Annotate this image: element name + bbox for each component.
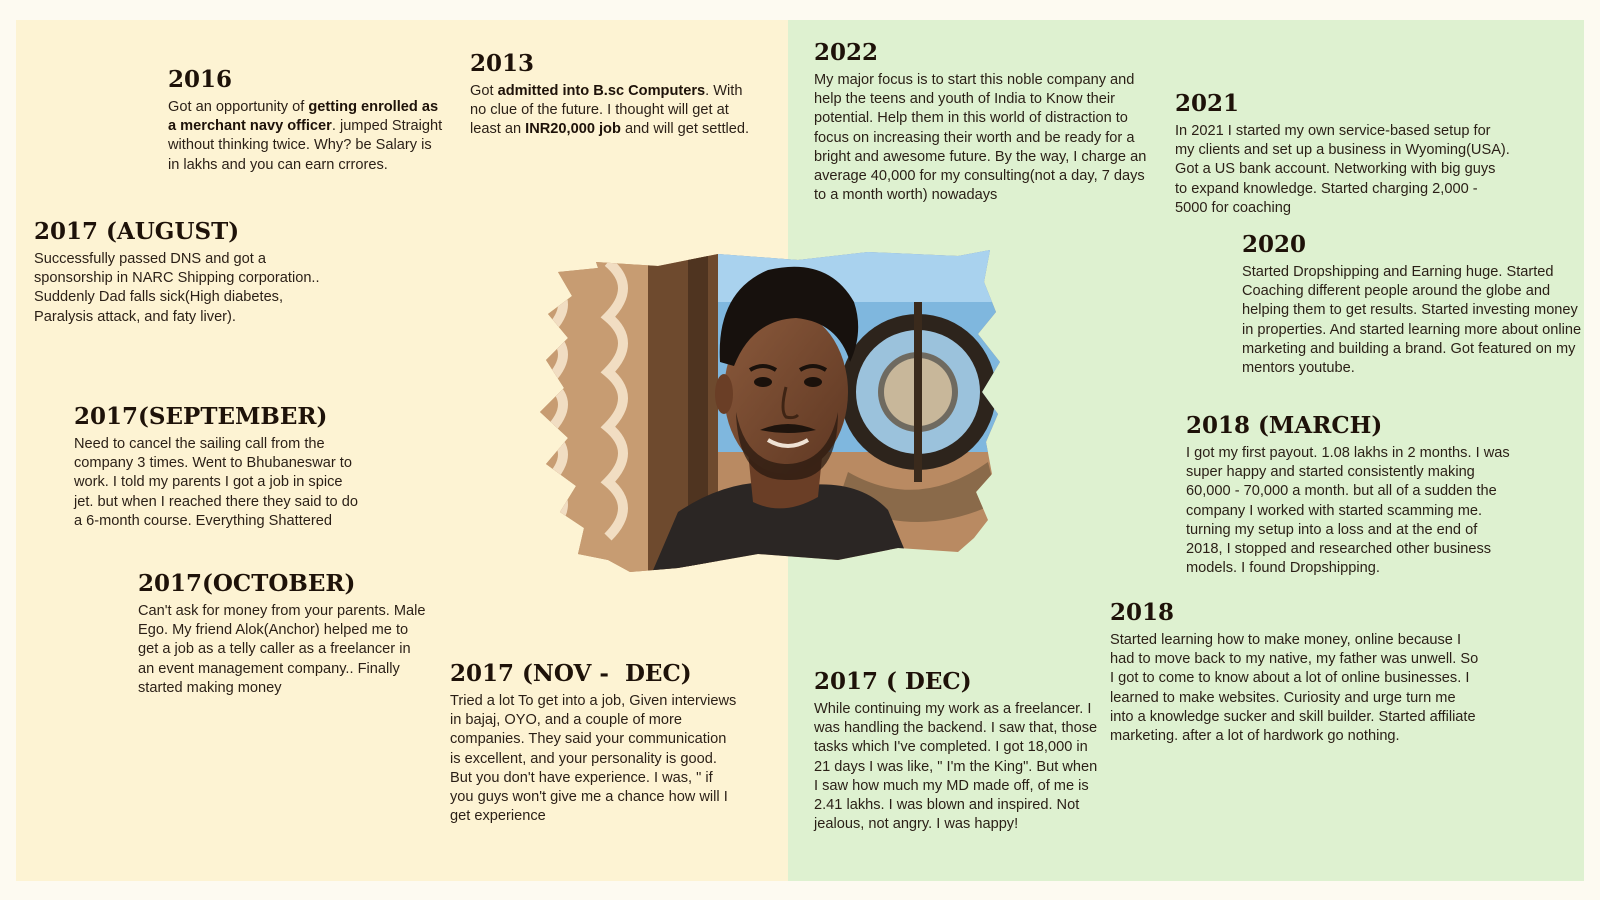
entry-text: Successfully passed DNS and got a sponsorship in NARC Shipping corporation.. Suddenly Dad falls sick(High diabetes, Paralysis attack, and faty liver). [34, 251, 320, 325]
timeline-entry-2013 [470, 50, 750, 140]
entry-year: 2016 [168, 66, 233, 93]
entry-text: While continuing my work as a freelancer. I was handling the backend. I saw that, those tasks which I've completed. I got 18,000 in 21 days I was like, " I'm the King". But when I saw how much my MD made off, of me is 2.41 lakhs. I was blown and inspired. Not jealous, not angry. I was happy! [814, 701, 1098, 833]
entry-text: Started Dropshipping and Earning huge. Started Coaching different people around the globe and helping them to get results. Started investing money in properties. And started learning more about online marketing and building a brand. Got featured on my mentors youtube. [1242, 264, 1582, 377]
entry-text: I got my first payout. 1.08 lakhs in 2 months. I was super happy and started consistently making 60,000 - 70,000 a month. but all of a sudden the company I worked with started scamming me. turning my setup into a loss and at the end of 2018, I stopped and researched other business models. I found Dropshipping. [1186, 445, 1510, 577]
timeline-entry-2016 [168, 66, 443, 175]
timeline-entry-2018-march [1186, 412, 1516, 578]
entry-year: 2017 ( DEC) [814, 668, 972, 695]
entry-text: Can't ask for money from your parents. Male Ego. My friend Alok(Anchor) helped me to get a job as a telly caller as a freelancer in an event management company.. Finally started making money [138, 603, 426, 696]
timeline-entry-2021 [1175, 90, 1510, 218]
entry-year: 2018 (MARCH) [1186, 412, 1383, 439]
entry-text: In 2021 I started my own service-based setup for my clients and set up a business in Wyoming(USA). Got a US bank account. Networking with big guys to expand knowledge. Started charging 2,000 - 5000 for coaching [1175, 123, 1510, 216]
entry-year: 2013 [470, 50, 535, 77]
entry-text: Started learning how to make money, online because I had to move back to my native, my father was unwell. So I got to come to know about a lot of online businesses. I learned to make websites. Curiosity and urge turn me into a knowledge sucker and skill builder. Started affiliate marketing. after a lot of hardwork go nothing. [1110, 632, 1479, 745]
entry-text: Need to cancel the sailing call from the company 3 times. Went to Bhubaneswar to work. I told my parents I got a job in spice jet. but when I reached there they said to do a 6-month course. Everything Shattered [74, 436, 358, 529]
timeline-entry-2022 [814, 39, 1149, 205]
timeline-entry-2017-nov-dec [450, 660, 740, 826]
entry-year: 2022 [814, 39, 879, 66]
portrait-photo [538, 242, 1004, 582]
entry-year: 2021 [1175, 90, 1240, 117]
entry-year: 2017(OCTOBER) [138, 570, 356, 597]
entry-text: Got an opportunity of getting enrolled as a merchant navy officer. jumped Straight without thinking twice. Why? be Salary is in lakhs and you can earn crrores. [168, 99, 443, 173]
timeline-entry-2017-august [34, 218, 329, 327]
timeline-entry-2017-september [74, 403, 364, 531]
entry-year: 2018 [1110, 599, 1175, 626]
entry-text: My major focus is to start this noble company and help the teens and youth of India to Know their potential. Help them in this world of distraction to focus on increasing their worth and be ready for a bright and awesome future. By the way, I charge an average 40,000 for my consulting(not a day, 7 days to a month worth) nowadays [814, 72, 1147, 204]
timeline-entry-2017-dec [814, 668, 1104, 834]
entry-year: 2017 (AUGUST) [34, 218, 240, 245]
entry-year: 2017 (NOV - DEC) [450, 660, 692, 687]
entry-year: 2020 [1242, 231, 1307, 258]
timeline-entry-2018 [1110, 599, 1482, 746]
entry-year: 2017(SEPTEMBER) [74, 403, 328, 430]
entry-text: Got admitted into B.sc Computers. With no clue of the future. I thought will get at least an INR20,000 job and will get settled. [470, 83, 750, 138]
timeline-entry-2020 [1242, 231, 1587, 378]
entry-text: Tried a lot To get into a job, Given interviews in bajaj, OYO, and a couple of more companies. They said your communication is excellent, and your personality is good. But you don't have experience. I was, " if you guys won't give me a chance how will I get experience [450, 693, 737, 825]
timeline-entry-2017-october [138, 570, 428, 698]
